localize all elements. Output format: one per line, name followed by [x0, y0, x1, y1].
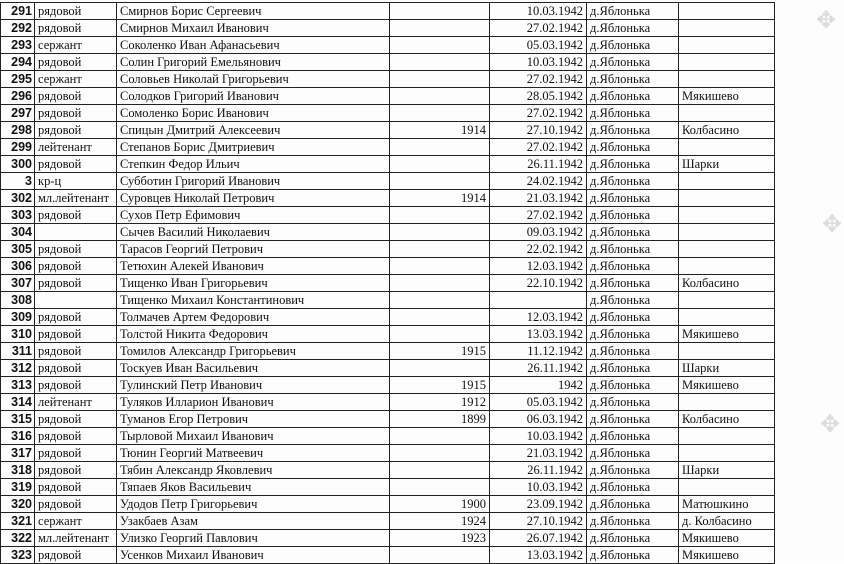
burial-place-cell: [679, 445, 775, 462]
death-date-cell: 09.03.1942: [490, 224, 587, 241]
death-place-cell: д.Яблонька: [587, 71, 679, 88]
death-date-cell: 24.02.1942: [490, 173, 587, 190]
full-name-cell: Тетюхин Алекей Иванович: [117, 258, 390, 275]
record-number-cell: 310: [1, 326, 35, 343]
record-number-cell: 321: [1, 513, 35, 530]
record-number-cell: 306: [1, 258, 35, 275]
burial-place-cell: Шарки: [679, 360, 775, 377]
death-place-cell: д.Яблонька: [587, 547, 679, 564]
military-rank-cell: рядовой: [35, 428, 117, 445]
burial-place-cell: Мякишево: [679, 326, 775, 343]
military-rank-cell: рядовой: [35, 275, 117, 292]
birth-year-cell: 1912: [390, 394, 490, 411]
burial-place-cell: д. Колбасино: [679, 513, 775, 530]
death-place-cell: д.Яблонька: [587, 513, 679, 530]
record-number-cell: 317: [1, 445, 35, 462]
death-date-cell: 22.02.1942: [490, 241, 587, 258]
record-number-cell: 307: [1, 275, 35, 292]
death-place-cell: д.Яблонька: [587, 37, 679, 54]
military-rank-cell: рядовой: [35, 360, 117, 377]
military-rank-cell: рядовой: [35, 343, 117, 360]
ornament-icon: ✥: [815, 6, 837, 34]
birth-year-cell: [390, 241, 490, 258]
full-name-cell: Сычев Василий Николаевич: [117, 224, 390, 241]
death-date-cell: 27.02.1942: [490, 20, 587, 37]
record-number-cell: 296: [1, 88, 35, 105]
death-date-cell: 10.03.1942: [490, 479, 587, 496]
death-place-cell: д.Яблонька: [587, 292, 679, 309]
burial-place-cell: [679, 71, 775, 88]
birth-year-cell: [390, 105, 490, 122]
table-row: [1, 513, 775, 530]
record-number-cell: 303: [1, 207, 35, 224]
death-place-cell: д.Яблонька: [587, 139, 679, 156]
death-date-cell: 05.03.1942: [490, 394, 587, 411]
table-row: [1, 411, 775, 428]
military-rank-cell: рядовой: [35, 309, 117, 326]
table-row: [1, 241, 775, 258]
table-row: [1, 88, 775, 105]
record-number-cell: 293: [1, 37, 35, 54]
death-place-cell: д.Яблонька: [587, 428, 679, 445]
burial-place-cell: [679, 224, 775, 241]
death-date-cell: 27.10.1942: [490, 513, 587, 530]
table-row: [1, 530, 775, 547]
death-date-cell: 13.03.1942: [490, 547, 587, 564]
birth-year-cell: 1899: [390, 411, 490, 428]
table-row: [1, 462, 775, 479]
death-place-cell: д.Яблонька: [587, 394, 679, 411]
birth-year-cell: [390, 479, 490, 496]
full-name-cell: Солин Григорий Емельянович: [117, 54, 390, 71]
table-row: [1, 326, 775, 343]
burial-place-cell: Шарки: [679, 156, 775, 173]
death-date-cell: 28.05.1942: [490, 88, 587, 105]
birth-year-cell: [390, 3, 490, 20]
death-place-cell: д.Яблонька: [587, 122, 679, 139]
birth-year-cell: [390, 292, 490, 309]
birth-year-cell: [390, 88, 490, 105]
birth-year-cell: [390, 156, 490, 173]
table-row: [1, 20, 775, 37]
record-number-cell: 304: [1, 224, 35, 241]
record-number-cell: 292: [1, 20, 35, 37]
death-date-cell: 27.10.1942: [490, 122, 587, 139]
death-date-cell: 23.09.1942: [490, 496, 587, 513]
full-name-cell: Смирнов Борис Сергеевич: [117, 3, 390, 20]
death-place-cell: д.Яблонька: [587, 190, 679, 207]
record-number-cell: 312: [1, 360, 35, 377]
death-place-cell: д.Яблонька: [587, 530, 679, 547]
full-name-cell: Соловьев Николай Григорьевич: [117, 71, 390, 88]
military-rank-cell: сержант: [35, 71, 117, 88]
military-rank-cell: рядовой: [35, 241, 117, 258]
full-name-cell: Томилов Александр Григорьевич: [117, 343, 390, 360]
full-name-cell: Степанов Борис Дмитриевич: [117, 139, 390, 156]
table-row: [1, 275, 775, 292]
record-number-cell: 299: [1, 139, 35, 156]
military-rank-cell: рядовой: [35, 479, 117, 496]
death-place-cell: д.Яблонька: [587, 207, 679, 224]
record-number-cell: 291: [1, 3, 35, 20]
birth-year-cell: [390, 326, 490, 343]
burial-place-cell: [679, 105, 775, 122]
death-place-cell: д.Яблонька: [587, 462, 679, 479]
ornament-icon: ✥: [821, 210, 843, 238]
death-place-cell: д.Яблонька: [587, 479, 679, 496]
death-date-cell: 26.11.1942: [490, 156, 587, 173]
death-place-cell: д.Яблонька: [587, 360, 679, 377]
death-date-cell: 26.07.1942: [490, 530, 587, 547]
military-rank-cell: рядовой: [35, 547, 117, 564]
full-name-cell: Сомоленко Борис Иванович: [117, 105, 390, 122]
death-date-cell: 21.03.1942: [490, 445, 587, 462]
casualty-table: [0, 2, 775, 564]
burial-place-cell: [679, 139, 775, 156]
burial-place-cell: Мякишево: [679, 547, 775, 564]
death-place-cell: д.Яблонька: [587, 173, 679, 190]
record-number-cell: 305: [1, 241, 35, 258]
burial-place-cell: [679, 292, 775, 309]
death-place-cell: д.Яблонька: [587, 156, 679, 173]
full-name-cell: Спицын Дмитрий Алексеевич: [117, 122, 390, 139]
military-rank-cell: рядовой: [35, 377, 117, 394]
military-rank-cell: рядовой: [35, 411, 117, 428]
military-rank-cell: рядовой: [35, 462, 117, 479]
record-number-cell: 320: [1, 496, 35, 513]
full-name-cell: Степкин Федор Ильич: [117, 156, 390, 173]
death-date-cell: 13.03.1942: [490, 326, 587, 343]
birth-year-cell: 1914: [390, 190, 490, 207]
military-rank-cell: сержант: [35, 37, 117, 54]
burial-place-cell: [679, 207, 775, 224]
full-name-cell: Соколенко Иван Афанасьевич: [117, 37, 390, 54]
table-row: [1, 224, 775, 241]
military-rank-cell: лейтенант: [35, 394, 117, 411]
military-rank-cell: рядовой: [35, 207, 117, 224]
table-row: [1, 139, 775, 156]
record-number-cell: 295: [1, 71, 35, 88]
burial-place-cell: [679, 190, 775, 207]
birth-year-cell: 1900: [390, 496, 490, 513]
full-name-cell: Толмачев Артем Федорович: [117, 309, 390, 326]
burial-place-cell: Мякишево: [679, 530, 775, 547]
burial-place-cell: Колбасино: [679, 275, 775, 292]
table-row: [1, 207, 775, 224]
birth-year-cell: 1915: [390, 343, 490, 360]
death-date-cell: 12.03.1942: [490, 258, 587, 275]
military-rank-cell: рядовой: [35, 258, 117, 275]
death-place-cell: д.Яблонька: [587, 326, 679, 343]
death-place-cell: д.Яблонька: [587, 224, 679, 241]
burial-place-cell: Матюшкино: [679, 496, 775, 513]
full-name-cell: Суровцев Николай Петрович: [117, 190, 390, 207]
birth-year-cell: [390, 71, 490, 88]
burial-place-cell: [679, 258, 775, 275]
death-place-cell: д.Яблонька: [587, 258, 679, 275]
birth-year-cell: [390, 54, 490, 71]
birth-year-cell: [390, 207, 490, 224]
full-name-cell: Туляков Илларион Иванович: [117, 394, 390, 411]
death-date-cell: 27.02.1942: [490, 139, 587, 156]
record-number-cell: 302: [1, 190, 35, 207]
table-row: [1, 258, 775, 275]
death-date-cell: 10.03.1942: [490, 3, 587, 20]
death-date-cell: 05.03.1942: [490, 37, 587, 54]
full-name-cell: Узакбаев Азам: [117, 513, 390, 530]
military-rank-cell: рядовой: [35, 54, 117, 71]
death-date-cell: 11.12.1942: [490, 343, 587, 360]
birth-year-cell: [390, 275, 490, 292]
full-name-cell: Солодков Григорий Иванович: [117, 88, 390, 105]
death-place-cell: д.Яблонька: [587, 377, 679, 394]
table-row: [1, 3, 775, 20]
birth-year-cell: [390, 20, 490, 37]
military-rank-cell: кр-ц: [35, 173, 117, 190]
birth-year-cell: [390, 360, 490, 377]
birth-year-cell: 1915: [390, 377, 490, 394]
military-rank-cell: рядовой: [35, 156, 117, 173]
table-row: [1, 37, 775, 54]
table-row: [1, 394, 775, 411]
birth-year-cell: [390, 224, 490, 241]
full-name-cell: Усенков Михаил Иванович: [117, 547, 390, 564]
full-name-cell: Тарасов Георгий Петрович: [117, 241, 390, 258]
death-place-cell: д.Яблонька: [587, 3, 679, 20]
death-date-cell: 12.03.1942: [490, 309, 587, 326]
table-row: [1, 309, 775, 326]
full-name-cell: Улизко Георгий Павлович: [117, 530, 390, 547]
record-number-cell: 316: [1, 428, 35, 445]
table-row: [1, 479, 775, 496]
death-date-cell: 27.02.1942: [490, 105, 587, 122]
table-row: [1, 428, 775, 445]
record-number-cell: 315: [1, 411, 35, 428]
military-rank-cell: [35, 224, 117, 241]
record-number-cell: 309: [1, 309, 35, 326]
record-number-cell: 298: [1, 122, 35, 139]
table-row: [1, 496, 775, 513]
record-number-cell: 3: [1, 173, 35, 190]
military-rank-cell: сержант: [35, 513, 117, 530]
burial-place-cell: [679, 309, 775, 326]
full-name-cell: Тюнин Георгий Матвеевич: [117, 445, 390, 462]
burial-place-cell: Колбасино: [679, 411, 775, 428]
full-name-cell: Тоскуев Иван Васильевич: [117, 360, 390, 377]
death-date-cell: 27.02.1942: [490, 207, 587, 224]
record-number-cell: 300: [1, 156, 35, 173]
burial-place-cell: Мякишево: [679, 88, 775, 105]
record-number-cell: 308: [1, 292, 35, 309]
death-place-cell: д.Яблонька: [587, 309, 679, 326]
record-number-cell: 311: [1, 343, 35, 360]
table-row: [1, 190, 775, 207]
death-date-cell: 22.10.1942: [490, 275, 587, 292]
burial-place-cell: [679, 428, 775, 445]
military-rank-cell: рядовой: [35, 445, 117, 462]
military-rank-cell: [35, 292, 117, 309]
burial-place-cell: [679, 37, 775, 54]
burial-place-cell: Колбасино: [679, 122, 775, 139]
full-name-cell: Тищенко Иван Григорьевич: [117, 275, 390, 292]
death-date-cell: 1942: [490, 377, 587, 394]
death-place-cell: д.Яблонька: [587, 275, 679, 292]
birth-year-cell: [390, 462, 490, 479]
death-date-cell: 10.03.1942: [490, 54, 587, 71]
full-name-cell: Сухов Петр Ефимович: [117, 207, 390, 224]
death-date-cell: 26.11.1942: [490, 462, 587, 479]
record-number-cell: 313: [1, 377, 35, 394]
table-row: [1, 343, 775, 360]
birth-year-cell: 1923: [390, 530, 490, 547]
table-row: [1, 360, 775, 377]
ornament-icon: ✥: [819, 410, 841, 438]
full-name-cell: Смирнов Михаил Иванович: [117, 20, 390, 37]
military-rank-cell: рядовой: [35, 20, 117, 37]
death-date-cell: 21.03.1942: [490, 190, 587, 207]
birth-year-cell: [390, 445, 490, 462]
full-name-cell: Тулинский Петр Иванович: [117, 377, 390, 394]
burial-place-cell: Шарки: [679, 462, 775, 479]
record-number-cell: 318: [1, 462, 35, 479]
burial-place-cell: [679, 173, 775, 190]
death-date-cell: 10.03.1942: [490, 428, 587, 445]
military-rank-cell: лейтенант: [35, 139, 117, 156]
burial-place-cell: [679, 241, 775, 258]
record-number-cell: 322: [1, 530, 35, 547]
military-rank-cell: мл.лейтенант: [35, 190, 117, 207]
birth-year-cell: [390, 258, 490, 275]
table-row: [1, 54, 775, 71]
death-place-cell: д.Яблонька: [587, 88, 679, 105]
death-date-cell: 06.03.1942: [490, 411, 587, 428]
table-body: [1, 3, 775, 564]
death-place-cell: д.Яблонька: [587, 20, 679, 37]
burial-place-cell: [679, 343, 775, 360]
death-place-cell: д.Яблонька: [587, 241, 679, 258]
full-name-cell: Толстой Никита Федорович: [117, 326, 390, 343]
death-date-cell: 27.02.1942: [490, 71, 587, 88]
death-place-cell: д.Яблонька: [587, 54, 679, 71]
full-name-cell: Удодов Петр Григорьевич: [117, 496, 390, 513]
table-row: [1, 122, 775, 139]
full-name-cell: Тырловой Михаил Иванович: [117, 428, 390, 445]
full-name-cell: Тяпаев Яков Васильевич: [117, 479, 390, 496]
full-name-cell: Субботин Григорий Иванович: [117, 173, 390, 190]
birth-year-cell: [390, 309, 490, 326]
burial-place-cell: [679, 394, 775, 411]
death-place-cell: д.Яблонька: [587, 411, 679, 428]
military-rank-cell: рядовой: [35, 105, 117, 122]
table-row: [1, 156, 775, 173]
burial-place-cell: [679, 54, 775, 71]
table-row: [1, 71, 775, 88]
military-rank-cell: рядовой: [35, 3, 117, 20]
full-name-cell: Тищенко Михаил Константинович: [117, 292, 390, 309]
table-row: [1, 292, 775, 309]
death-place-cell: д.Яблонька: [587, 496, 679, 513]
birth-year-cell: [390, 37, 490, 54]
full-name-cell: Туманов Егор Петрович: [117, 411, 390, 428]
table-row: [1, 105, 775, 122]
burial-place-cell: [679, 3, 775, 20]
record-number-cell: 297: [1, 105, 35, 122]
table-row: [1, 173, 775, 190]
military-rank-cell: мл.лейтенант: [35, 530, 117, 547]
birth-year-cell: 1924: [390, 513, 490, 530]
birth-year-cell: 1914: [390, 122, 490, 139]
burial-place-cell: [679, 479, 775, 496]
military-rank-cell: рядовой: [35, 496, 117, 513]
military-rank-cell: рядовой: [35, 326, 117, 343]
military-rank-cell: рядовой: [35, 88, 117, 105]
birth-year-cell: [390, 139, 490, 156]
record-number-cell: 323: [1, 547, 35, 564]
full-name-cell: Тябин Александр Яковлевич: [117, 462, 390, 479]
record-number-cell: 319: [1, 479, 35, 496]
death-place-cell: д.Яблонька: [587, 105, 679, 122]
death-place-cell: д.Яблонька: [587, 343, 679, 360]
record-number-cell: 294: [1, 54, 35, 71]
military-rank-cell: рядовой: [35, 122, 117, 139]
death-date-cell: 26.11.1942: [490, 360, 587, 377]
record-number-cell: 314: [1, 394, 35, 411]
birth-year-cell: [390, 428, 490, 445]
burial-place-cell: [679, 20, 775, 37]
table-row: [1, 377, 775, 394]
death-date-cell: [490, 292, 587, 309]
death-place-cell: д.Яблонька: [587, 445, 679, 462]
burial-place-cell: Мякишево: [679, 377, 775, 394]
table-row: [1, 445, 775, 462]
birth-year-cell: [390, 173, 490, 190]
